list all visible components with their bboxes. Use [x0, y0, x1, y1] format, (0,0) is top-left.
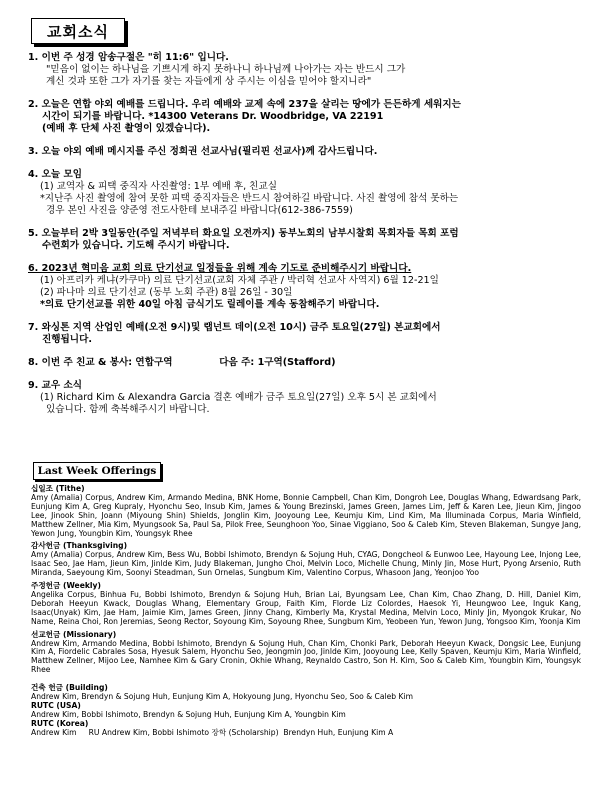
offering-category: 십일조 (Tithe)	[31, 484, 85, 493]
news-line: 5. 오늘부터 2박 3일동안(주일 저녁부터 화요일 오전까지) 동부노회의 남부시찰회 목회자들 목회 포럼	[28, 228, 459, 239]
news-line: 있습니다. 함께 축복해주시기 바랍니다.	[46, 404, 210, 415]
news-item-5	[28, 228, 588, 252]
news-line: (1) 아프리카 케냐(카쿠마) 의료 단기선교(교회 자체 주관 / 박리혁 선교사 사역지) 6월 12-21일	[40, 275, 439, 286]
news-line: (2) 파나마 의료 단기선교 (동부 노회 주관) 8월 26일 - 30일	[40, 287, 293, 298]
offering-names: Andrew Kim, Brendyn & Sojung Huh, Eunjung Kim A, Hokyoung Jung, Hyonchu Seo, Soo & Caleb Kim	[31, 692, 413, 702]
news-line: 1. 이번 주 성경 암송구절은 "히 11:6" 입니다.	[28, 52, 229, 63]
offering-category: 감사헌금 (Thanksgiving)	[31, 541, 128, 551]
offering-category: RUTC (USA)	[31, 700, 81, 710]
news-line: 8. 이번 주 친교 & 봉사: 연합구역 다음 주: 1구역(Stafford)	[28, 357, 336, 368]
news-line: 3. 오늘 야외 예배 메시지를 주신 정희권 선교사님(필리핀 선교사)께 감사드립니다.	[28, 146, 378, 157]
news-item-1	[28, 52, 588, 88]
offering-group-thanksgiving	[31, 542, 581, 578]
news-item-8	[28, 357, 588, 369]
offering-group-missionary	[31, 631, 581, 676]
news-item-3	[28, 146, 588, 158]
news-item-4	[28, 169, 588, 217]
news-line: (1) Richard Kim & Alexandra Garcia 결혼 예배가 금주 토요일(27일) 오후 5시 본 교회에서	[40, 392, 437, 403]
offering-names: Andrew Kim, Bobbi Ishimoto, Brendyn & Sojung Huh, Eunjung Kim A, Youngbin Kim	[31, 709, 346, 719]
offerings-title	[33, 462, 161, 480]
offerings-title-text: Last Week Offerings	[37, 465, 157, 477]
offerings-list	[31, 485, 581, 738]
news-line: *의료 단기선교를 위한 40일 아침 금식기도 릴레이를 계속 동참해주기 바랍니다.	[40, 299, 380, 310]
news-line: 시간이 되기를 바랍니다. *14300 Veterans Dr. Woodbridge, VA 22191	[42, 111, 384, 122]
offering-category: 주정헌금 (Weekly)	[31, 581, 101, 591]
news-line: 계신 것과 또한 그가 자기를 찾는 자들에게 상 주시는 이심을 믿어야 할지니라"	[46, 76, 372, 87]
news-line: 수련회가 있습니다. 기도해 주시기 바랍니다.	[42, 240, 230, 251]
offering-group-weekly	[31, 582, 581, 627]
news-line: 경우 본인 사진을 양준영 전도사한테 보내주길 바랍니다(612-386-7559)	[46, 205, 353, 216]
offering-names: Andrew Kim, Armando Medina, Bobbi Ishimoto, Brendyn & Sojung Huh, Chan Kim, Chonki Park, Deborah Heeyun Kwack, Dongsic Lee, Eunjung Kim A, Fiordelic Cabrales Sosa, Hyesuk Salem, Hyonchu Seo, Jeongmin Joo, Jinlde Kim, Jooyoung Lee, Kelly Spaven, Keumju Kim, Maria Winfield, Matthew Zellner, Mijoo Lee, Namhee Kim & Gary Cronin, Okhie Whang, Reynaldo Castro, Son H. Kim, Soo & Caleb Kim, Youngbin Kim, Youngsyk Rhee	[31, 638, 581, 675]
offering-group-building	[31, 684, 581, 702]
news-item-9	[28, 380, 588, 416]
church-news-title	[31, 18, 125, 44]
offering-names: Amy (Amalia) Corpus, Andrew Kim, Armando Medina, BNK Home, Bonnie Campbell, Chan Kim, Dongroh Lee, Douglas Whang, Edwardsang Park, Eunjung Kim A, Greg Kupraly, Hyonchu Seo, Insub Kim, James & Young Brezinski, James Green, James Lim, Jeff & Karen Lee, Jieun Kim, Jingoo Lee, Jinook Shin, Joann (Miyoung Shin) Shields, Jonglin Kim, Jooyoung Lee, Keumju Kim, Lind Kim, Ma Illuminada Corpus, Maria Winfield, Matthew Zellner, Mia Kim, Myungsook Sa, Paul Sa, Pilok Free, Seunghoon Yoo, Sinae Viggiano, Soo & Caleb Kim, Steven Blakeman, Sungye Jang, Yewon Jung, Youngbin Kim, Youngsyk Rhee	[31, 492, 581, 538]
offering-group-rutc-usa	[31, 702, 581, 720]
news-item-7	[28, 322, 588, 346]
news-line: "믿음이 없이는 하나님을 기쁘시게 하지 못하나니 하나님께 나아가는 자는 반드시 그가	[46, 64, 406, 75]
offering-category: RUTC (Korea)	[31, 718, 89, 728]
news-line: *지난주 사진 촬영에 참여 못한 피택 중직자들은 반드시 참여하길 바랍니다. 사진 촬영에 참석 못하는	[40, 193, 459, 204]
news-line: 6. 2023년 혁미음 교회 의료 단기선교 일정들을 위해 계속 기도로 준비해주시기 바랍니다.	[28, 263, 412, 274]
news-line: 7. 와싱톤 지역 산업인 예배(오전 9시)및 랩넌트 데이(오전 10시) 금주 토요일(27일) 본교회에서	[28, 322, 441, 333]
offering-names: Angelika Corpus, Binhua Fu, Bobbi Ishimoto, Brendyn & Sojung Huh, Brian Lai, Byungsam Lee, Chan Kim, Chao Zhang, D. Hill, Daniel Kim, Deborah Heeyun Kwack, Douglas Whang, Elementary Group, Faith Kim, Florde Liz Colordes, Haesok Yi, Heungwoo Lee, Inguk Kang, Isaac(Unyak) Kim, Jae Ham, Jaimie Kim, James Green, Jinny Chang, Kimberly Ma, Krystal Medina, Melvin Loco, Minly Jin, Myongok Krukar, No Name, Reina Choi, Ron Jeremias, Seong Rector, Soyoung Kim, Soyoung Rhee, Sungbum Kim, Yeobeen Yun, Yewon Jung, Yongsoo Kim, Yoonja Kim	[31, 589, 581, 626]
offering-names: Andrew Kim RU Andrew Kim, Bobbi Ishimoto 장학 (Scholarship) Brendyn Huh, Eunjung Kim A	[31, 727, 394, 737]
offering-category: 선교헌금 (Missionary)	[31, 629, 117, 639]
offering-group-rutc-korea	[31, 720, 581, 738]
news-item-6	[28, 263, 588, 311]
news-line: 2. 오늘은 연합 야외 예배를 드립니다. 우리 예배와 교제 속에 237을 살리는 땅에가 든든하게 세워지는	[28, 99, 461, 110]
news-line: 9. 교우 소식	[28, 380, 83, 391]
offering-names: Amy (Amalia) Corpus, Andrew Kim, Bess Wu, Bobbi Ishimoto, Brendyn & Sojung Huh, CYAG, Dongcheol & Eunwoo Lee, Hayoung Lee, Injong Lee, Isaac Seo, Jae Ham, Jieun Kim, Jinlde Kim, Judy Blakeman, Jungho Choi, Melvin Loco, Michelle Chung, Minly Jin, Mose Hurt, Pyong Arsenio, Ruth Miranda, Saeyoung Kim, Soonyi Steadman, Sun Ornelas, Sungbum Kim, Valentino Corpus, Whasoon Jang, Yeonjoo Yoo	[31, 550, 581, 578]
news-list	[28, 52, 588, 427]
news-line: (예배 후 단체 사진 촬영이 있겠습니다).	[42, 123, 211, 134]
offering-category: 건축 헌금 (Building)	[31, 683, 108, 693]
news-line: 진행됩니다.	[42, 334, 92, 345]
news-line: 4. 오늘 모임	[28, 169, 83, 180]
news-item-2	[28, 99, 588, 135]
offering-group-tithe	[31, 485, 581, 538]
news-line: (1) 교역자 & 피택 중직자 사진촬영: 1부 예배 후, 친교실	[40, 181, 277, 192]
church-news-title-text: 교회소식	[47, 22, 109, 41]
